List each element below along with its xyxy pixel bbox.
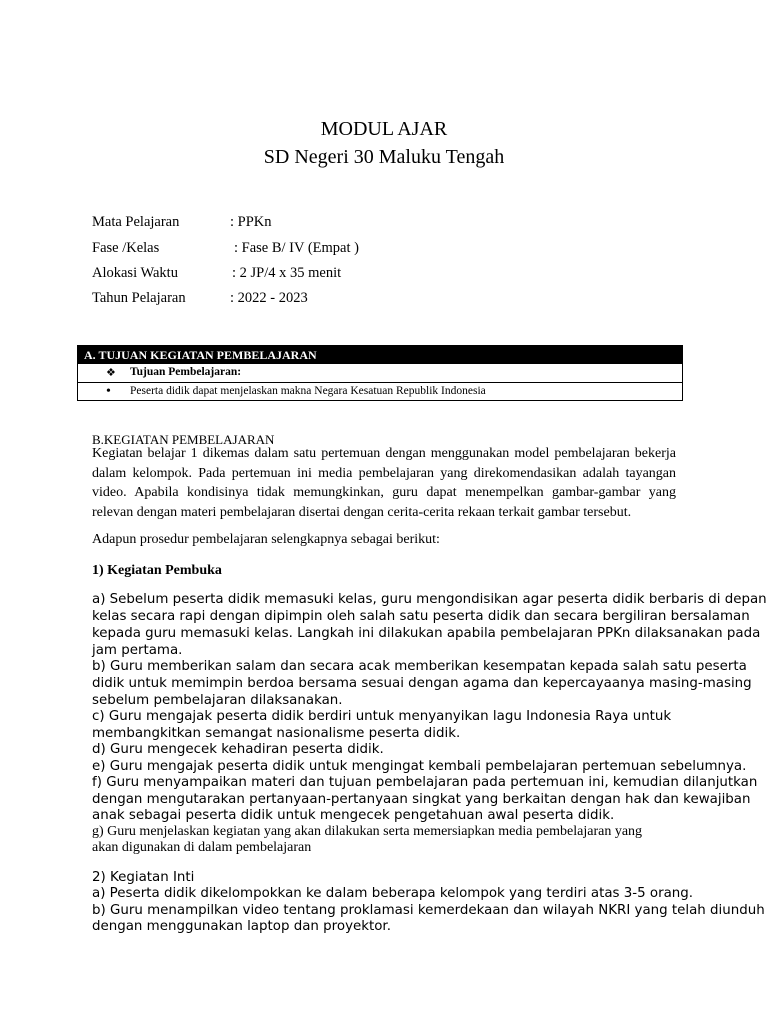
info-value: : 2 JP/4 x 35 menit (232, 265, 342, 281)
section-a-box (77, 345, 683, 401)
opening-line: anak sebagai peserta didik untuk mengecek pengetahuan awal peserta didik. (92, 808, 615, 823)
opening-line: membangkitkan semangat nasionalisme peserta didik. (92, 726, 461, 741)
opening-line: didik untuk memimpin berdoa bersama sesuai dengan agama dan kepercayaanya masing-masing (92, 676, 752, 691)
opening-line: dengan mengutarakan pertanyaan-pertanyaan singkat yang berkaitan dengan hak dan kewajiban (92, 792, 751, 807)
info-label: Tahun Pelajaran (92, 290, 186, 306)
opening-heading: 1) Kegiatan Pembuka (92, 563, 222, 578)
opening-line: sebelum pembelajaran dilaksanakan. (92, 693, 343, 708)
opening-line: g) Guru menjelaskan kegiatan yang akan dilakukan serta memersiapkan media pembelajaran yang (92, 824, 643, 839)
info-label: Mata Pelajaran (92, 214, 180, 230)
opening-line: jam pertama. (92, 643, 183, 658)
opening-line: a) Sebelum peserta didik memasuki kelas, guru mengondisikan agar peserta didik berbaris di depan (92, 592, 767, 607)
opening-line: b) Guru memberikan salam dan secara acak memberikan kesempatan kepada salah satu peserta (92, 659, 747, 674)
info-label: Fase /Kelas (92, 240, 160, 256)
core-line: b) Guru menampilkan video tentang proklamasi kemerdekaan dan wilayah NKRI yang telah diunduh (92, 903, 765, 918)
section-b-intro: Kegiatan belajar 1 dikemas dalam satu pertemuan dengan menggunakan model pembelajaran bekerja dalam kelompok. Pada pertemuan ini media pembelajaran yang direkomendasikan adalah tayangan video. Apabila kondisinya tidak memungkinkan, guru dapat menempelkan gambar-gambar yang relevan dengan materi pembelajaran disertai dengan cerita-cerita rekaan terkait gambar tersebut. (92, 446, 676, 520)
info-label: Alokasi Waktu (92, 265, 178, 281)
section-b-heading: B.KEGIATAN PEMBELAJARAN (92, 432, 275, 447)
opening-line: kepada guru memasuki kelas. Langkah ini dilakukan apabila pembelajaran PPKn dilaksanakan pada (92, 626, 761, 641)
core-line: a) Peserta didik dikelompokkan ke dalam beberapa kelompok yang terdiri atas 3-5 orang. (92, 886, 694, 901)
info-value: : Fase B/ IV (Empat ) (234, 240, 359, 256)
opening-line: e) Guru mengajak peserta didik untuk mengingat kembali pembelajaran pertemuan sebelumnya. (92, 759, 747, 774)
opening-line: c) Guru mengajak peserta didik berdiri untuk menyanyikan lagu Indonesia Raya untuk (92, 709, 672, 724)
learning-objective-label: Tujuan Pembelajaran: (130, 366, 242, 378)
opening-line: f) Guru menyampaikan materi dan tujuan pembelajaran pada pertemuan ini, kemudian dilanjutkan (92, 775, 758, 790)
section-divider (78, 382, 682, 383)
opening-line: d) Guru mengecek kehadiran peserta didik. (92, 742, 384, 757)
core-line: dengan menggunakan laptop dan proyektor. (92, 919, 391, 934)
opening-line: kelas secara rapi dengan dipimpin oleh salah satu peserta didik dan secara bergiliran bersalaman (92, 609, 750, 624)
info-value: : 2022 - 2023 (230, 290, 308, 306)
school-name: SD Negeri 30 Maluku Tengah (263, 146, 505, 168)
core-heading: 2) Kegiatan Inti (92, 870, 195, 885)
opening-line: akan digunakan di dalam pembelajaran (92, 840, 312, 855)
section-a-heading: A. TUJUAN KEGIATAN PEMBELAJARAN (78, 346, 682, 364)
procedure-text: Adapun prosedur pembelajaran selengkapnya sebagai berikut: (92, 532, 440, 547)
info-value: : PPKn (230, 214, 272, 230)
learning-objective-item: Peserta didik dapat menjelaskan makna Negara Kesatuan Republik Indonesia (130, 385, 486, 397)
bullet-icon: • (106, 384, 111, 399)
document-title: MODUL AJAR (320, 118, 448, 140)
diamond-bullet-icon: ❖ (106, 367, 116, 379)
